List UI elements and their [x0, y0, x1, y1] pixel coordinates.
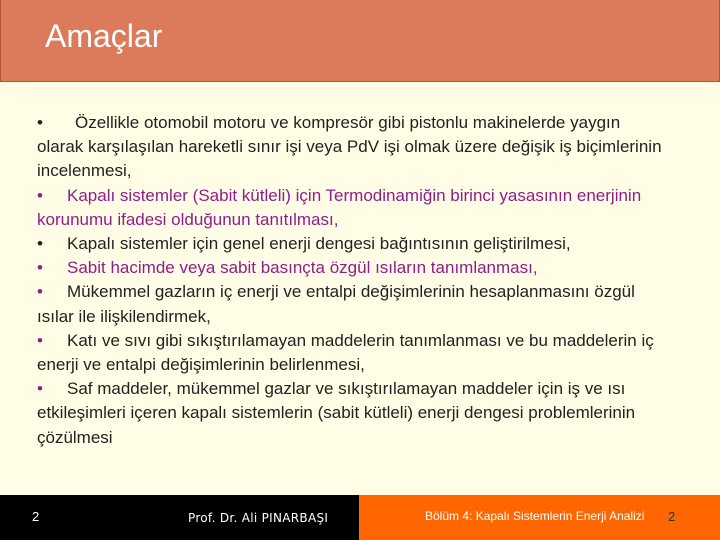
bullet-text: Kapalı sistemler için genel enerji dengesi bağıntısının geliştirilmesi, [67, 234, 571, 254]
bullet-item-6 [37, 329, 667, 377]
bullet-marker: • [37, 258, 43, 278]
bullet-list [37, 111, 667, 450]
slide-footer [0, 495, 720, 540]
bullet-item-1 [37, 111, 667, 184]
bullet-text: Sabit hacimde veya sabit basınçta özgül ısıların tanımlanması, [67, 258, 538, 278]
footer-author: Prof. Dr. Ali PINARBAŞI [188, 511, 329, 525]
bullet-marker: • [37, 234, 43, 254]
bullet-marker: • [37, 379, 43, 399]
bullet-text: Katı ve sıvı gibi sıkıştırılamayan maddelerin tanımlanması ve bu maddelerin iç enerji ve entalpi değişimlerinin belirlenmesi, [37, 330, 654, 375]
slide-title: Amaçlar [45, 18, 163, 54]
bullet-text: Saf maddeler, mükemmel gazlar ve sıkıştırılamayan maddeler için iş ve ısı etkileşimleri içeren kapalı sistemlerin (sabit kütleli) enerji dengesi problemlerinin çözülmesi [37, 379, 636, 447]
bullet-item-2 [37, 184, 667, 232]
bullet-item-5 [37, 280, 667, 328]
bullet-item-4 [37, 256, 667, 280]
bullet-text: Mükemmel gazların iç enerji ve entalpi değişimlerinin hesaplanmasını özgül ısılar ile ilişkilendirmek, [37, 282, 635, 326]
bullet-text: Özellikle otomobil motoru ve kompresör gibi pistonlu makinelerde yaygın olarak karşılaşılan hareketli sınır işi veya PdV işi olmak üzere değişik iş biçimlerinin incelenmesi, [37, 113, 662, 181]
footer-page-number-right: 2 [668, 509, 676, 524]
bullet-marker: • [37, 185, 43, 205]
bullet-marker: • [37, 282, 43, 302]
footer-page-number: 2 [32, 509, 40, 524]
title-band [0, 0, 720, 82]
bullet-item-3 [37, 232, 667, 256]
bullet-marker: • [37, 113, 43, 132]
footer-accent-panel [359, 495, 720, 540]
bullet-marker: • [37, 330, 43, 350]
bullet-item-7 [37, 377, 667, 450]
bullet-text: Kapalı sistemler (Sabit kütleli) için Termodinamiğin birinci yasasının enerjinin korunumu ifadesi olduğunun tanıtılması, [37, 185, 642, 229]
footer-chapter-title: Bölüm 4: Kapalı Sistemlerin Enerji Analizi [425, 509, 645, 523]
